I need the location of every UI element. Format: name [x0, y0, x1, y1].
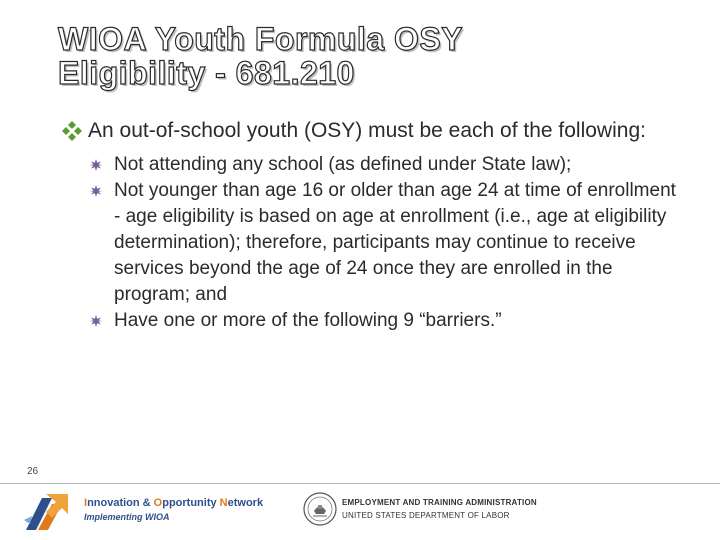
footer-divider	[0, 483, 720, 484]
sub-bullet-text: Not younger than age 16 or older than age 24 at time of enrollment - age eligibility is based on age at enrollment (i.e., age at eligibility determination); therefore, participants may continue to receive services beyond the age of 24 once they are enrolled in the program; and	[114, 180, 676, 305]
ion-arrow-logo-icon	[22, 490, 72, 534]
dol-department-name: UNITED STATES DEPARTMENT OF LABOR	[342, 511, 510, 520]
title-line-2: Eligibility - 681.210	[58, 55, 355, 91]
dol-wordmark	[342, 498, 537, 520]
main-bullet	[62, 118, 682, 144]
sub-bullet	[62, 308, 682, 334]
starburst-bullet-icon	[90, 185, 102, 197]
sub-bullet-list	[62, 152, 682, 334]
title-line-1: WIOA Youth Formula OSY	[58, 21, 464, 57]
starburst-bullet-icon	[90, 159, 102, 171]
department-of-labor-seal-icon	[303, 492, 337, 526]
slide-title	[58, 22, 658, 90]
ion-tagline: Implementing WIOA	[84, 512, 170, 522]
sub-bullet-text: Not attending any school (as defined under State law);	[114, 154, 572, 175]
ion-wordmark	[84, 497, 263, 522]
starburst-bullet-icon	[90, 315, 102, 327]
main-bullet-text: An out-of-school youth (OSY) must be each of the following:	[88, 119, 646, 142]
sub-bullet	[62, 152, 682, 178]
dol-agency-name: EMPLOYMENT AND TRAINING ADMINISTRATION	[342, 498, 537, 507]
four-diamond-bullet-icon	[62, 121, 82, 141]
ion-name: Innovation & Opportunity Network	[84, 497, 264, 509]
page-number: 26	[27, 466, 39, 477]
sub-bullet	[62, 178, 682, 308]
slide-body	[62, 118, 682, 334]
sub-bullet-text: Have one or more of the following 9 “barriers.”	[114, 310, 502, 331]
